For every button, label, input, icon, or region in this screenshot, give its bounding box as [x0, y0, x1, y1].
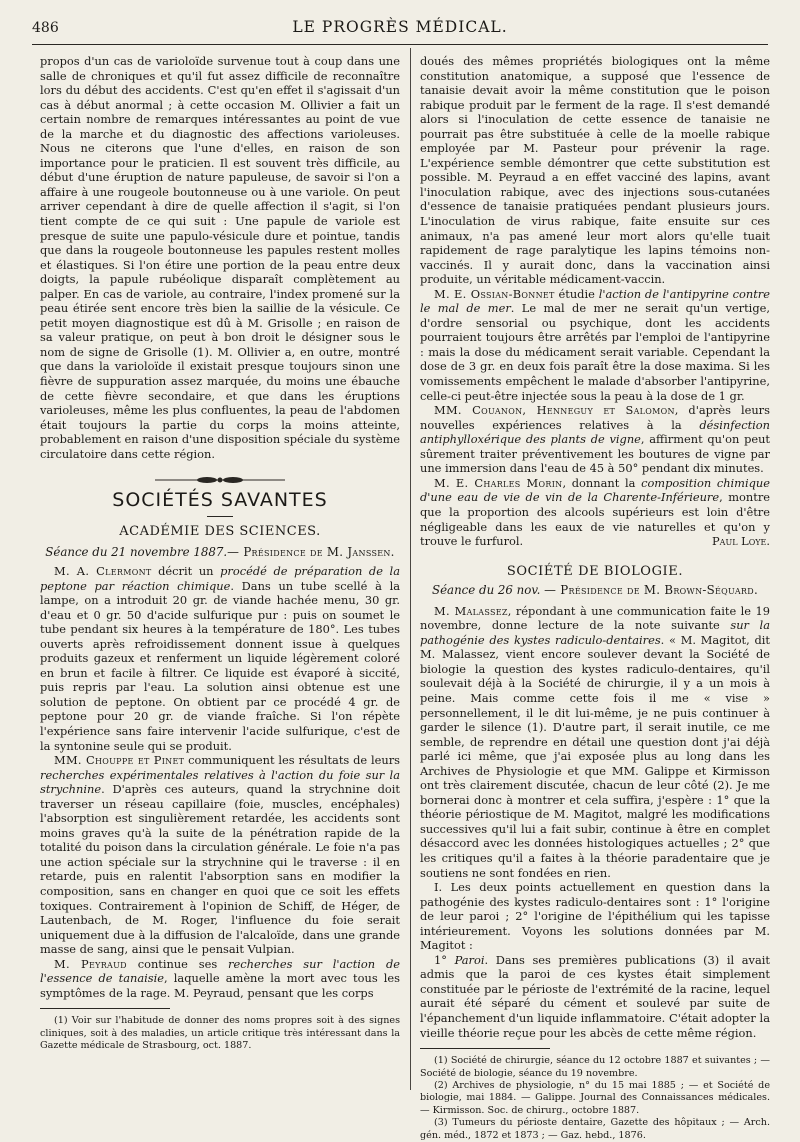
text-run: , d'après leurs nouvelles expériences relatives à la [420, 403, 770, 432]
seance-line-academie [40, 545, 400, 560]
text-run: 1° [434, 952, 455, 967]
footnote: (3) Tumeurs du périoste dentaire, Gazette des hôpitaux ; — Arch. gén. méd., 1872 et 1873 ; — Gaz. hebd., 1876. [420, 1117, 770, 1141]
communication-title: procédé de préparation de la peptone par réaction chimique [40, 563, 400, 593]
paragraph-malassez [420, 604, 770, 880]
paragraph-morin [420, 476, 770, 549]
author-name: MM. Couanon, Henneguy et Salomon [434, 403, 675, 418]
societe-biologie-title: SOCIÉTÉ DE BIOLOGIE. [506, 563, 684, 579]
author-name: M. E. Ossian-Bonnet [434, 286, 555, 301]
communication-title: recherches expérimentales relatives à l'action du foie sur la strychnine [40, 767, 400, 797]
page-number: 486 [32, 20, 59, 36]
paragraph-varioloide: propos d'un cas de varioloïde survenue tout à coup dans une salle de chroniques et qu'il fut assez difficile de reconnaître lors du début des accidents. C'est qu'en effet il s'agissait d'un cas à début anormal ; à cette occasion M. Ollivier a fait un certain nombre de remarques intéressantes au point de vue de la marche et du diagnostic des affections varioleuses. Nous ne citerons que l'une d'elles, en raison de son importance pour le praticien. Il est souvent très difficile, au début d'une éruption de nature papuleuse, de savoir si l'on a affaire à une rougeole boutonneuse ou à une variole. On peut arriver cependant à dire de quelle affection il s'agit, si l'on tient compte de ce qui suit : Une papule de variole est presque de suite une papulo-vésicule dure et pointue, tandis que dans la rougeole boutonneuse les papules restent molles et élastiques. Si l'on étire une portion de la peau entre deux doigts, la papule rubéolique disparaît complètement au palper. En cas de variole, au contraire, l'index promené sur la peau étirée sent encore très bien la saillie de la vésicule. Ce petit moyen diagnostique est dû à M. Grisolle ; en raison de sa valeur pratique, on peut à bon droit le désigner sous le nom de signe de Grisolle (1). M. Ollivier a, en outre, montré que dans la varioloïde il existait presque toujours sinon une fièvre de suppuration assez marquée, du moins une ébauche de cette fièvre secondaire, et que dans les éruptions varioleuses, même les plus confluentes, la peau de l'abdomen était toujours la partie du corps la moins atteinte, probablement en raison d'une disposition spéciale du système circulatoire dans cette région. [40, 54, 400, 461]
paragraph-couanon [420, 403, 770, 476]
text-run: , affirment qu'on peut sûrement traiter préventivement les boutures de vigne par une immersion dans l'eau de 45 à 50° pendant dix minutes. [420, 432, 771, 476]
text-run: communiquent les résultats de leurs [184, 753, 400, 768]
left-column [40, 54, 400, 1104]
journal-title: LE PROGRÈS MÉDICAL. [292, 18, 508, 36]
text-run: . Dans un tube scellé à la lampe, on a introduit 20 gr. de viande hachée menu, 30 gr. d'eau et 0 gr. 50 d'acide sulfurique pur : puis on soumet le tube pendant six heures à la température de 180°. Les tubes ouverts après refroidissement donnent issue à quelques produits gazeux et renferment un liquide légèrement coloré en brun et facile à filtrer. Ce liquide est évaporé à siccité, puis repris par l'eau. La solution ainsi obtenue est une solution de peptone. On obtient par ce procédé 4 gr. de peptone pour 20 gr. de viande fraîche. Si l'on répète l'expérience sans faire intervenir l'acide sulfurique, c'est de la syntonine seule qui se produit. [40, 578, 400, 753]
author-name: M. Peyraud [54, 956, 127, 971]
footnote-rule [420, 1048, 550, 1049]
page-header [32, 18, 768, 40]
text-run: décrit un [151, 563, 221, 578]
paragraph-peyraud [40, 957, 400, 1001]
author-name: M. A. Clermont [54, 563, 152, 578]
column-divider [410, 48, 411, 1090]
text-run: , montre que la proportion des alcools supérieurs est loin d'être négligeable dans les eaux de vie naturelles et qu'on y trouve le furfurol. [420, 490, 770, 549]
text-run: continue ses [126, 956, 229, 971]
right-column [420, 54, 771, 1141]
paragraph-peyraud-continued: doués des mêmes propriétés biologiques ont la même constitution anatomique, a supposé que l'essence de tanaisie devait avoir la même constitution que le poison rabique produit par le ferment de la rage. Il s'est demandé alors si l'inoculation de cette essence de tanaisie ne pourrait pas être substituée à celle de la moelle rabique employée par M. Pasteur pour prévenir la rage. L'expérience semble démontrer que cette substitution est possible. M. Peyraud a en effet vacciné des lapins, avant l'inoculation rabique, avec des injections sous-cutanées d'essence de tanaisie pratiquées pendant plusieurs jours. L'inoculation de virus rabique, faite ensuite sur ces animaux, n'a pas amené leur mort alors qu'elle tuait rapidement de rage paralytique les lapins témoins non-vaccinés. Il y aurait donc, dans la vaccination ainsi produite, un véritable médicament-vaccin. [420, 54, 770, 287]
communication-title: recherches sur l'action de l'essence de tanaisie [40, 956, 400, 986]
ornament-divider [40, 473, 400, 481]
seance-date: Séance du 21 novembre 1887. [45, 545, 228, 560]
signature: Paul Loye. [712, 534, 770, 549]
text-run: étudie [554, 286, 599, 301]
text-run: , donnant la [562, 475, 642, 490]
seance-presidence: — Présidence de M. Janssen. [227, 545, 395, 560]
seance-date: Séance du 26 nov. [431, 583, 541, 598]
author-name: MM. Chouppe et Pinet [54, 753, 185, 768]
footnote: (2) Archives de physiologie, n° du 15 mai 1885 ; — et Société de biologie, mai 1884. — Galippe. Journal des Connaissances médicales. — Kirmisson. Soc. de chirurg., octobre 1887. [420, 1079, 770, 1116]
footnote: (1) Voir sur l'habitude de donner des noms propres soit à des signes cliniques, soit à des maladies, un article critique très intéressant dans la Gazette médicale de Strasbourg, oct. 1887. [40, 1015, 400, 1052]
title-rule [207, 516, 233, 517]
paragraph-ossian-bonnet [420, 287, 770, 403]
text-run: . D'après ces auteurs, quand la strychnine doit traverser un réseau capillaire (foie, muscles, encéphales) l'absorption est singulièrement retardée, les accidents sont moins graves qu'à la suite de la pénétration rapide de la totalité du poison dans la circulation générale. Le foie n'a pas une action spéciale sur la strychnine qui le traverse : il en retarde, puis en ralentit l'absorption sans en modifier la composition, sans en changer en quoi que ce soit les effets toxiques. Contrairement à l'opinion de Schiff, de Héger, de Lautenbach, de M. Roger, l'influence du foie serait uniquement due à la diffusion de l'alcaloïde, dans une grande masse de sang, ainsi que le pensait Vulpian. [40, 782, 400, 957]
text-run: . « M. Magitot, dit M. Malassez, vient encore soulever devant la Société de biologie la question des kystes radiculo-dentaires, qu'il soulevait déjà à la Société de chirurgie, il y a un mois à peine. Mais comme cette fois il me « vise » personnellement, il le dit lui-même, je ne puis continuer à garder le silence (1). D'autre part, il serait inutile, ce me semble, de reprendre en détail une question dont j'ai déjà parlé ici même, que j'ai exposée plus au long dans les Archives de Physiologie et que MM. Galippe et Kirmisson ont très clairement discutée, chacun de leur côté (2). Je me bornerai donc à montrer et cela suffira, j'espère : 1° que la théorie périostique de M. Magitot, malgré les modifications successives qu'il lui a fait subir, continue à être en complet désaccord avec les données histologiques actuelles ; 2° que les critiques qu'il a faites à la théorie paradentaire que je soutiens ne sont fondées en rien. [420, 632, 770, 880]
seance-line-biologie [420, 583, 770, 598]
section-title-societes-savantes: SOCIÉTÉS SAVANTES [112, 489, 328, 512]
text-run: , laquelle amène la mort avec tous les symptômes de la rage. M. Peyraud, pensant que les corps [40, 971, 401, 1000]
paragraph-paroi [420, 953, 770, 1040]
communication-title: composition chimique d'une eau de vie de vin de la Charente-Inférieure [420, 475, 770, 505]
communication-title: sur la pathogénie des kystes radiculo-dentaires [420, 618, 770, 647]
footnote-rule [40, 1008, 170, 1009]
academie-title: ACADÉMIE DES SCIENCES. [119, 523, 321, 539]
text-run: . Dans ses premières publications (3) il avait admis que la paroi de ces kystes était simplement constituée par le périoste de l'extrémité de la racine, lequel aurait été séparé du cément et soulevé par suite de l'épanchement d'un liquide inflammatoire. C'était adopter la vieille théorie reçue pour les abcès de cette même région. [420, 952, 770, 1040]
author-name: M. Malassez [434, 603, 508, 618]
paragraph-clermont [40, 564, 400, 753]
seance-presidence: — Présidence de M. Brown-Séquard. [544, 583, 758, 598]
communication-title: désinfection antiphylloxérique des plants de vigne [420, 417, 770, 447]
footnote: (1) Société de chirurgie, séance du 12 octobre 1887 et suivantes ; — Société de biologie, séance du 19 novembre. [420, 1055, 770, 1079]
communication-title: l'action de l'antipyrine contre le mal de mer [420, 286, 770, 316]
subheading-paroi: Paroi [454, 952, 485, 967]
text-run: , répondant à une communication faite le 19 novembre, donne lecture de la note suivante [420, 603, 770, 633]
paragraph-chouppe-pinet [40, 753, 400, 957]
text-run: . Le mal de mer ne serait qu'un vertige, d'ordre sensorial ou psychique, dont les accidents pourraient toujours être arrêtés par l'emploi de l'antipyrine : mais la dose du médicament serait variable. Cependant la dose de 3 gr. en deux fois paraît être la dose maxima. Si les vomissements empêchent le malade d'absorber l'antipyrine, celle-ci peut-être injectée sous la peau à la dose de 1 gr. [420, 301, 770, 403]
author-name: M. E. Charles Morin [434, 475, 563, 490]
paragraph-points-question: I. Les deux points actuellement en question dans la pathogénie des kystes radiculo-dentaires sont : 1° l'origine de leur paroi ; 2° l'origine de l'épithélium qui les tapisse intérieurement. Voyons les solutions données par M. Magitot : [420, 880, 770, 953]
header-rule [32, 44, 768, 45]
